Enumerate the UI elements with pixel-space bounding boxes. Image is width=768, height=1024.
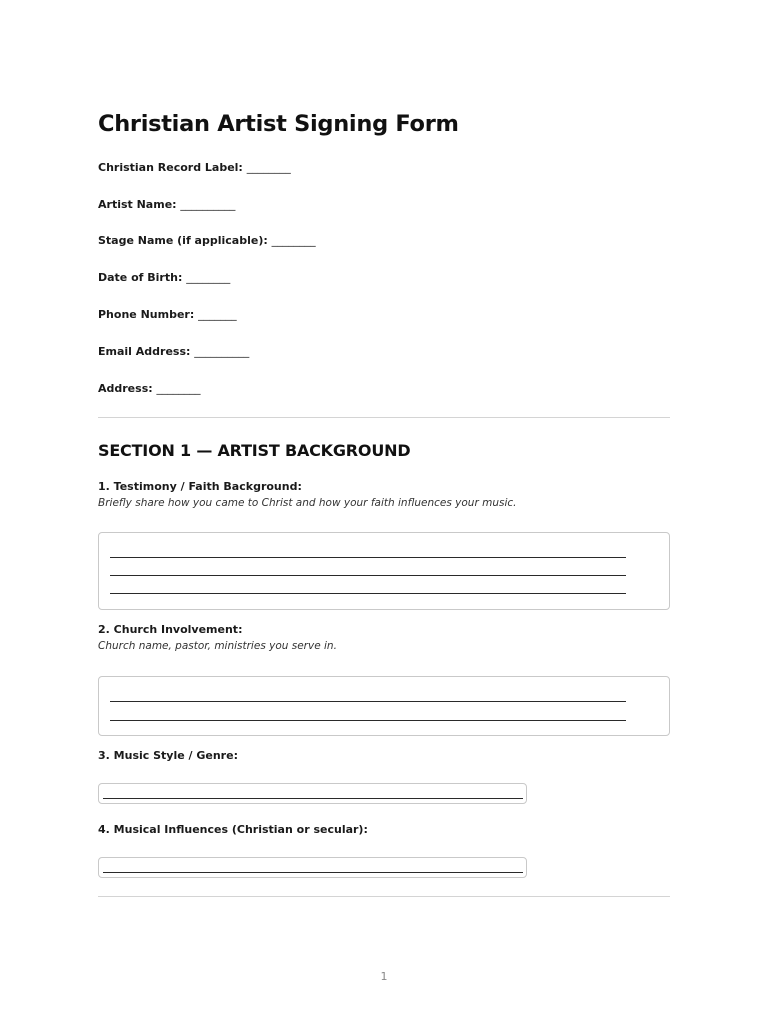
field-blank[interactable]: ________	[186, 271, 231, 284]
field-label: Address:	[98, 382, 153, 395]
divider	[98, 417, 670, 418]
phone-number-field[interactable]	[98, 308, 237, 321]
field-label: Date of Birth:	[98, 271, 183, 284]
field-label: Email Address:	[98, 345, 191, 358]
field-blank[interactable]: ________	[156, 382, 201, 395]
answer-line	[110, 593, 626, 594]
answer-line	[110, 557, 626, 558]
testimony-hint: Briefly share how you came to Christ and how your faith influences your music.	[98, 497, 517, 509]
artist-name-field[interactable]	[98, 198, 235, 211]
field-blank[interactable]: __________	[180, 198, 236, 211]
answer-line	[110, 720, 626, 721]
form-page	[98, 0, 670, 1024]
field-blank[interactable]: ________	[271, 234, 316, 247]
form-title: Christian Artist Signing Form	[98, 111, 459, 137]
address-field[interactable]	[98, 382, 200, 395]
email-address-field[interactable]	[98, 345, 249, 358]
date-of-birth-field[interactable]	[98, 271, 230, 284]
field-blank[interactable]: __________	[194, 345, 250, 358]
testimony-label: 1. Testimony / Faith Background:	[98, 480, 302, 493]
testimony-answer-box[interactable]	[98, 532, 670, 610]
answer-line	[110, 575, 626, 576]
music-style-label: 3. Music Style / Genre:	[98, 749, 238, 762]
answer-line	[103, 798, 523, 799]
answer-line	[103, 872, 523, 873]
church-involvement-hint: Church name, pastor, ministries you serve in.	[98, 640, 337, 652]
field-label: Phone Number:	[98, 308, 195, 321]
musical-influences-input[interactable]	[98, 857, 527, 878]
field-blank[interactable]: _______	[198, 308, 237, 321]
page-number: 1	[380, 970, 388, 983]
section-1-title: SECTION 1 — ARTIST BACKGROUND	[98, 441, 411, 460]
church-involvement-label: 2. Church Involvement:	[98, 623, 243, 636]
field-blank[interactable]: ________	[246, 161, 291, 174]
stage-name-field[interactable]	[98, 234, 316, 247]
music-style-input[interactable]	[98, 783, 527, 804]
field-label: Artist Name:	[98, 198, 177, 211]
field-label: Stage Name (if applicable):	[98, 234, 268, 247]
field-label: Christian Record Label:	[98, 161, 243, 174]
musical-influences-label: 4. Musical Influences (Christian or secular):	[98, 823, 368, 836]
answer-line	[110, 701, 626, 702]
church-involvement-answer-box[interactable]	[98, 676, 670, 736]
divider	[98, 896, 670, 897]
record-label-field[interactable]	[98, 161, 291, 174]
